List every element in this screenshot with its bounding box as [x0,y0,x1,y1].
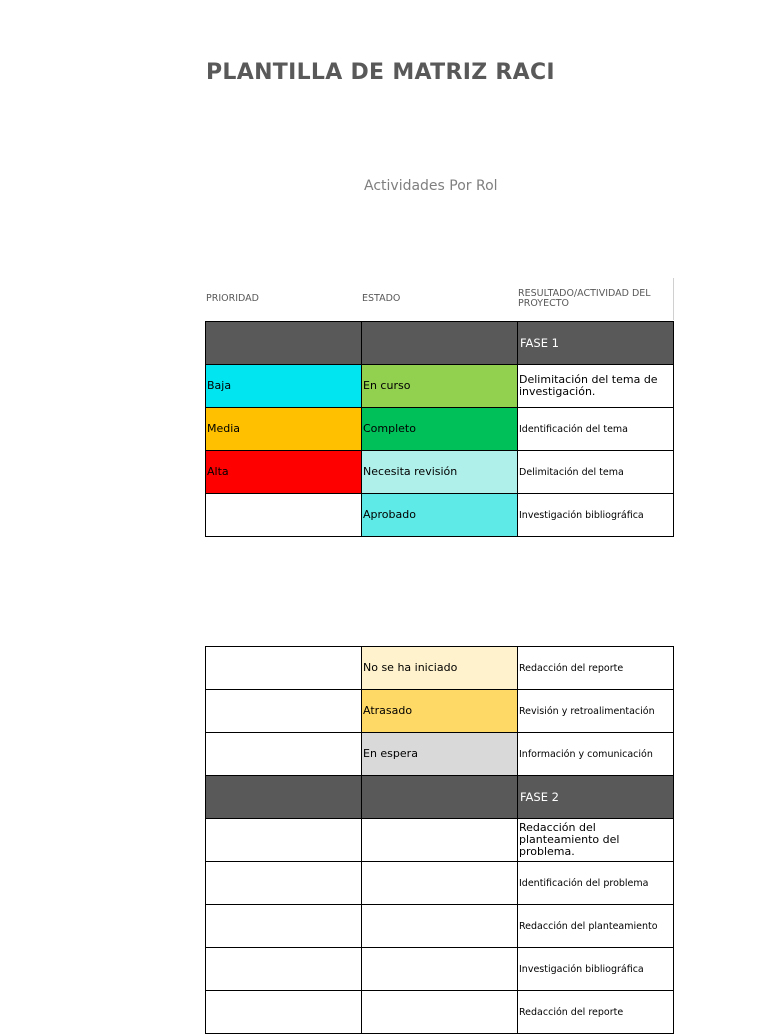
result-cell[interactable]: Redacción del reporte [518,647,674,690]
raci-table-phase-1 [205,321,674,537]
result-cell[interactable]: Información y comunicación [518,733,674,776]
priority-cell[interactable] [206,647,362,690]
header-status: ESTADO [362,293,401,304]
document-title: PLANTILLA DE MATRIZ RACI [206,60,555,85]
column-headers [205,278,674,320]
table-row [206,819,674,862]
priority-cell[interactable]: Baja [206,365,362,408]
priority-cell[interactable] [206,690,362,733]
table-row [206,408,674,451]
result-cell[interactable]: Investigación bibliográfica [518,948,674,991]
document-subtitle: Actividades Por Rol [364,178,498,194]
priority-cell[interactable] [206,905,362,948]
priority-cell[interactable] [206,494,362,537]
status-cell[interactable]: Completo [362,408,518,451]
result-cell[interactable]: Delimitación del tema de investigación. [518,365,674,408]
phase-label-cell: FASE 1 [518,322,674,365]
priority-cell[interactable]: Alta [206,451,362,494]
header-result: RESULTADO/ACTIVIDAD DEL PROYECTO [518,278,674,320]
status-cell[interactable]: En espera [362,733,518,776]
result-cell[interactable]: Investigación bibliográfica [518,494,674,537]
status-cell[interactable] [362,862,518,905]
result-cell[interactable]: Delimitación del tema [518,451,674,494]
result-cell[interactable]: Redacción del reporte [518,991,674,1034]
phase-row [206,322,674,365]
phase-label-cell: FASE 2 [518,776,674,819]
phase-priority-cell [206,322,362,365]
header-priority: PRIORIDAD [206,293,259,304]
table-row [206,733,674,776]
phase-status-cell [362,776,518,819]
table-row [206,862,674,905]
table-row [206,690,674,733]
status-cell[interactable]: Aprobado [362,494,518,537]
table-row [206,905,674,948]
status-cell[interactable] [362,991,518,1034]
raci-table-phase-2 [205,646,674,1034]
status-cell[interactable]: Atrasado [362,690,518,733]
result-cell[interactable]: Revisión y retroalimentación [518,690,674,733]
priority-cell[interactable] [206,948,362,991]
table-row [206,365,674,408]
priority-cell[interactable]: Media [206,408,362,451]
priority-cell[interactable] [206,733,362,776]
status-cell[interactable]: En curso [362,365,518,408]
status-cell[interactable] [362,948,518,991]
result-cell[interactable]: Identificación del problema [518,862,674,905]
result-cell[interactable]: Identificación del tema [518,408,674,451]
priority-cell[interactable] [206,991,362,1034]
priority-cell[interactable] [206,819,362,862]
status-cell[interactable]: No se ha iniciado [362,647,518,690]
result-cell[interactable]: Redacción del planteamiento [518,905,674,948]
status-cell[interactable]: Necesita revisión [362,451,518,494]
phase-priority-cell [206,776,362,819]
status-cell[interactable] [362,905,518,948]
table-row [206,451,674,494]
phase-status-cell [362,322,518,365]
phase-row [206,776,674,819]
priority-cell[interactable] [206,862,362,905]
status-cell[interactable] [362,819,518,862]
table-row [206,647,674,690]
table-row [206,948,674,991]
result-cell[interactable]: Redacción del planteamiento del problema. [518,819,674,862]
table-row [206,991,674,1034]
table-row [206,494,674,537]
